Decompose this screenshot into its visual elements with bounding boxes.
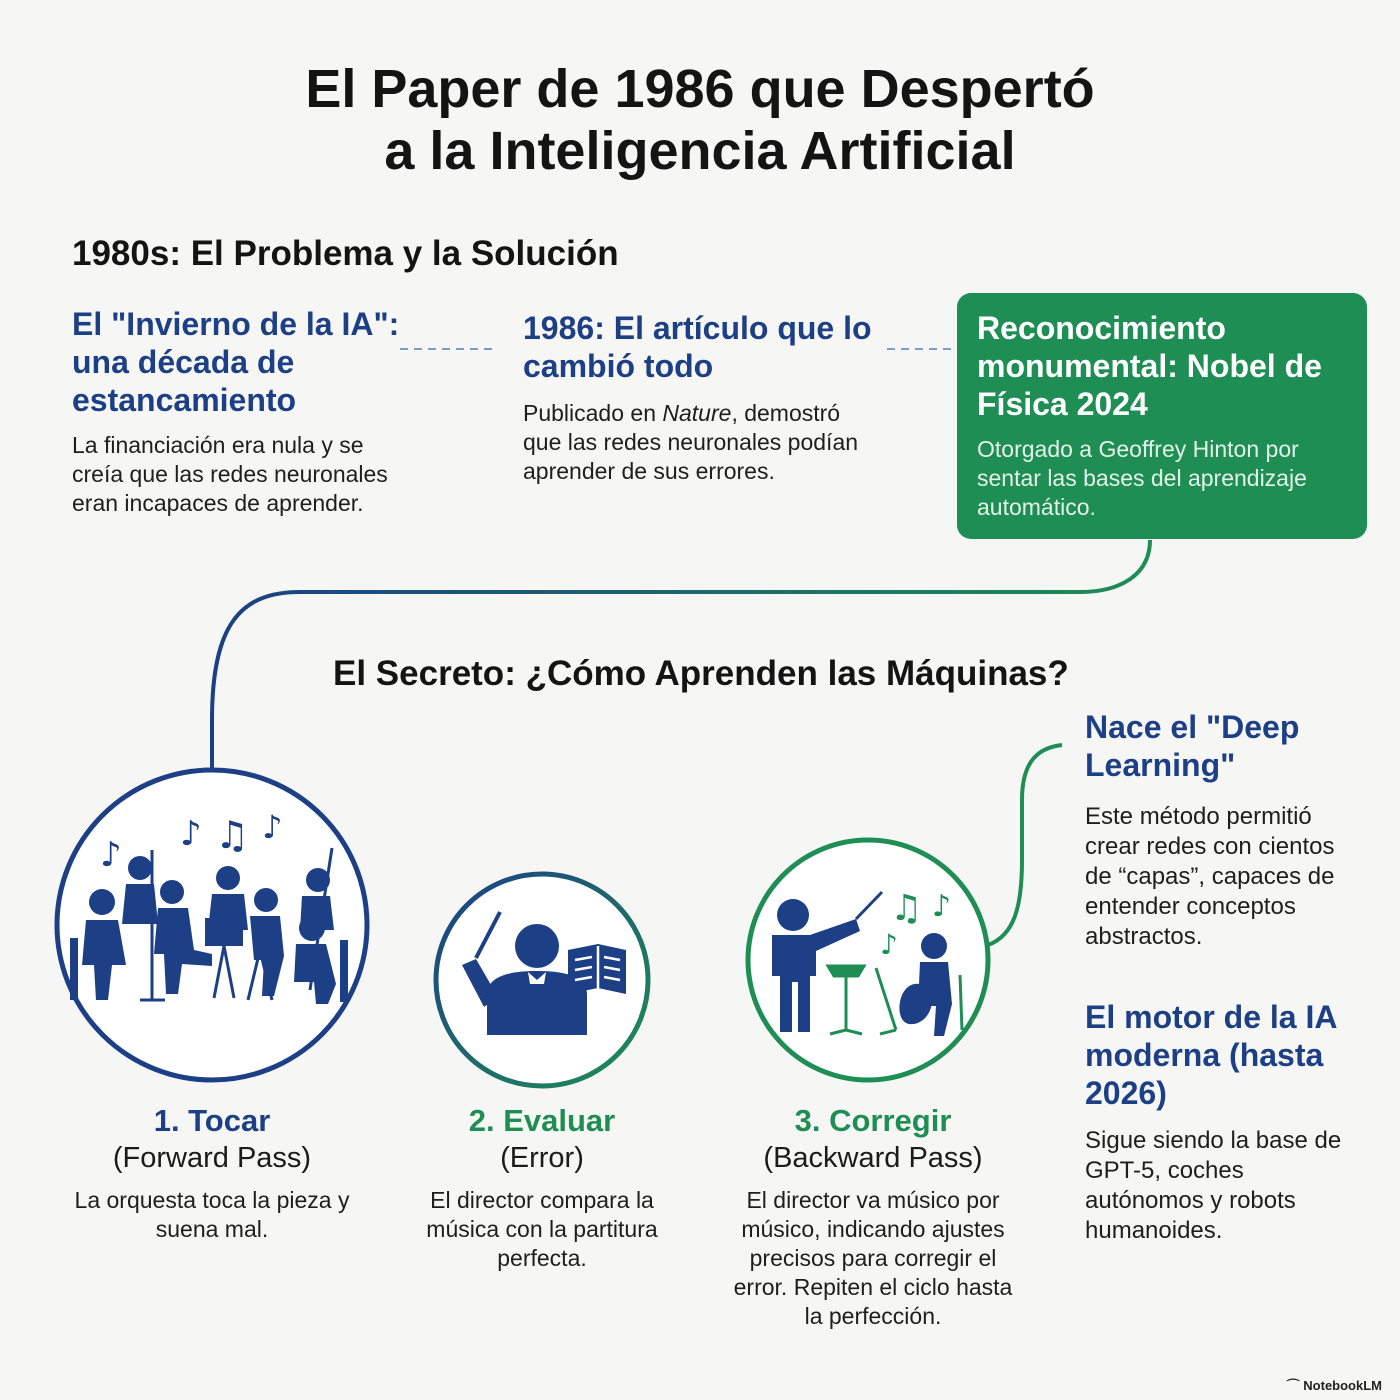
svg-text:♫: ♫	[890, 888, 923, 929]
notebooklm-logo-icon: ⌒	[1286, 1378, 1304, 1393]
svg-text:♪: ♪	[262, 808, 283, 846]
motor-text: Sigue siendo la base de GPT-5, coches autónomos y robots humanoides.	[1085, 1127, 1342, 1244]
motor-title: El motor de la IA moderna (hasta 2026)	[1085, 999, 1337, 1111]
step-2-subtitle: (Error)	[500, 1142, 584, 1174]
step-2-text: El director compara la música con la partitura perfecta.	[426, 1187, 658, 1271]
step-3-text: El director va músico por músico, indicando ajustes precisos para corregir el error. Repiten el ciclo hasta la perfección.	[733, 1187, 1013, 1329]
svg-text:♪: ♪	[880, 928, 898, 961]
deep-learning-block	[1085, 708, 1360, 952]
nobel-text: Otorgado a Geoffrey Hinton por sentar las bases del aprendizaje automático.	[977, 436, 1307, 520]
article-text-before: Publicado en	[523, 400, 663, 426]
svg-text:♪: ♪	[180, 814, 202, 854]
deep-learning-title: Nace el "Deep Learning"	[1085, 709, 1300, 783]
step-2	[422, 1102, 662, 1273]
svg-text:♪: ♪	[100, 835, 122, 875]
nobel-title: Reconocimiento monumental: Nobel de Física 2024	[977, 310, 1322, 422]
step-1-number: 1. Tocar	[153, 1103, 271, 1138]
ai-winter-block	[72, 305, 402, 518]
orchestra-icon	[57, 770, 367, 1080]
motor-block	[1085, 998, 1355, 1246]
deep-learning-connector	[988, 745, 1062, 945]
step-1-text: La orquesta toca la pieza y suena mal.	[74, 1187, 350, 1242]
section-heading-1980s: 1980s: El Problema y la Solución	[72, 234, 619, 273]
svg-text:♪: ♪	[932, 889, 952, 924]
step-1-subtitle: (Forward Pass)	[112, 1142, 312, 1174]
section-heading-secret: El Secreto: ¿Cómo Aprenden las Máquinas?	[333, 654, 1069, 693]
page-title-line-1: El Paper de 1986 que Despertó	[305, 59, 1095, 119]
deep-learning-text: Este método permitió crear redes con cientos de “capas”, capaces de entender conceptos abstractos.	[1085, 803, 1335, 950]
ai-winter-text: La financiación era nula y se creía que las redes neuronales eran incapaces de aprender.	[72, 432, 388, 516]
conductor-score-icon	[436, 874, 648, 1086]
nobel-card	[957, 293, 1367, 539]
conductor-cellist-icon	[748, 840, 988, 1080]
page-title-line-2: a la Inteligencia Artificial	[384, 121, 1016, 181]
svg-text:♫: ♫	[215, 813, 250, 857]
article-1986-block	[523, 309, 883, 486]
step-3	[728, 1102, 1018, 1331]
step-3-number: 3. Corregir	[794, 1103, 952, 1138]
ai-winter-title: El "Invierno de la IA": una década de estancamiento	[72, 306, 400, 418]
article-1986-text	[523, 399, 883, 486]
page-title	[0, 58, 1400, 182]
article-text-nature: Nature	[662, 400, 732, 426]
article-1986-title: 1986: El artículo que lo cambió todo	[523, 310, 872, 384]
notebooklm-watermark	[1287, 1375, 1382, 1394]
watermark-text: NotebookLM	[1303, 1378, 1382, 1393]
step-3-subtitle: (Backward Pass)	[763, 1142, 983, 1174]
step-1	[72, 1102, 352, 1244]
article-text-after: , demostró que las redes neuronales podían aprender de sus errores.	[523, 400, 859, 484]
step-2-number: 2. Evaluar	[468, 1103, 616, 1138]
